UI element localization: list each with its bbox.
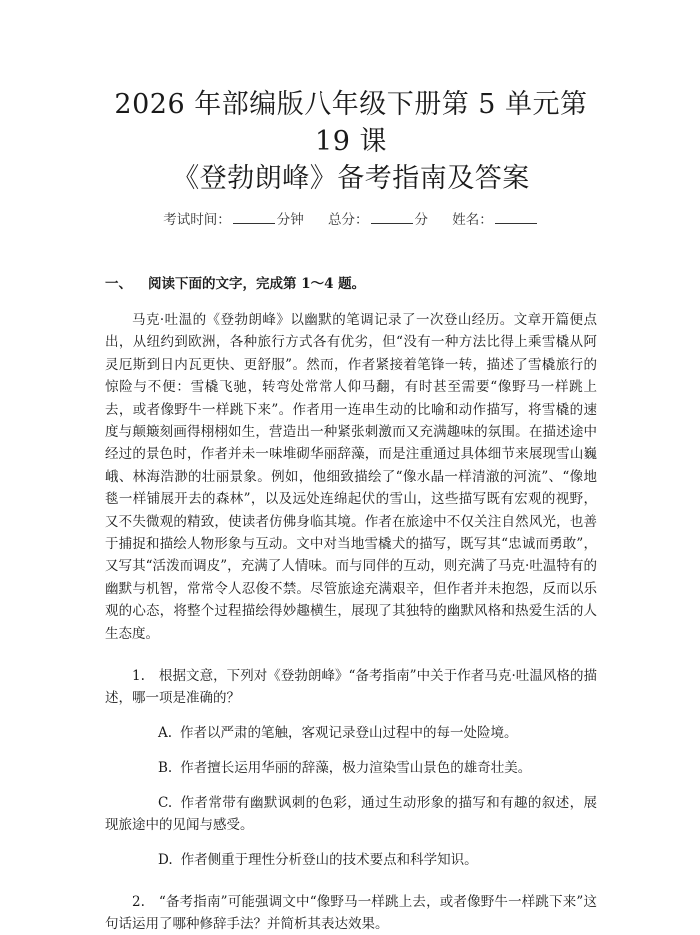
option-d-label: D. — [158, 852, 173, 869]
question-2-text: “备考指南”可能强调文中“像野马一样跳上去，或者像野牛一样跳下来”这句话运用了哪种修辞手法？并简析其表达效果。 — [105, 894, 597, 933]
option-c-label: C. — [158, 795, 173, 812]
total-score-blank[interactable] — [371, 211, 413, 224]
exam-info — [105, 209, 597, 231]
question-1-option-c — [105, 792, 597, 836]
question-2 — [105, 891, 597, 935]
exam-time — [163, 209, 304, 231]
section-number: 一、 — [105, 276, 132, 292]
total-score-label: 总分： — [328, 212, 369, 228]
question-1-option-d — [105, 849, 597, 871]
question-1-text: 根据文意，下列对《登勃朗峰》“备考指南”中关于作者马克·吐温风格的描述，哪一项是准确的？ — [105, 668, 597, 707]
exam-time-blank[interactable] — [233, 211, 275, 224]
question-1-option-a — [105, 722, 597, 744]
total-score-unit: 分 — [414, 212, 428, 228]
option-a-text: 作者以严肃的笔触，客观记录登山过程中的每一处险境。 — [180, 725, 518, 742]
total-score — [328, 209, 428, 231]
student-name-blank[interactable] — [495, 211, 537, 224]
title-line-1: 2026 年部编版八年级下册第 5 单元第 19 课 — [114, 89, 588, 157]
student-name-label: 姓名： — [452, 212, 493, 228]
section-heading — [105, 273, 597, 295]
option-a-label: A. — [158, 725, 173, 742]
student-name — [452, 209, 539, 231]
question-1-option-b — [105, 757, 597, 779]
title-line-2: 《登勃朗峰》备考指南及答案 — [172, 163, 530, 194]
option-b-label: B. — [158, 760, 173, 777]
question-1-number: 1. — [132, 668, 145, 685]
reading-passage: 马克·吐温的《登勃朗峰》以幽默的笔调记录了一次登山经历。文章开篇便点出，从纽约到欧洲，各种旅行方式各有优劣，但“没有一种方法比得上乘雪橇从阿灵厄斯到日内瓦更快、更舒服”。然而，作者紧接着笔锋一转，描述了雪橇旅行的惊险与不便：雪橇飞驰，转弯处常常人仰马翻，有时甚至需要“像野马一样跳上去，或者像野牛一样跳下来”。作者用一连串生动的比喻和动作描写，将雪橇的速度与颠簸刻画得栩栩如生，营造出一种紧张刺激而又充满趣味的氛围。在描述途中经过的景色时，作者并未一味堆砌华丽辞藻，而是注重通过具体细节来展现雪山巍峨、林海浩渺的壮丽景象。例如，他细致描绘了“像水晶一样清澈的河流”、“像地毯一样铺展开去的森林”，以及远处连绵起伏的雪山，这些描写既有宏观的视野，又不失微观的精致，使读者仿佛身临其境。作者在旅途中不仅关注自然风光，也善于捕捉和描绘人物形象与互动。文中对当地雪橇犬的描写，既写其“忠诚而勇敢”，又写其“活泼而调皮”，充满了人情味。而与同伴的互动，则充满了马克·吐温特有的幽默与机智，常常令人忍俊不禁。尽管旅途充满艰辛，但作者并未抱怨，反而以乐观的心态，将整个过程描绘得妙趣横生，展现了其独特的幽默风格和热爱生活的人生态度。 — [105, 312, 597, 642]
option-d-text: 作者侧重于理性分析登山的技术要点和科学知识。 — [180, 852, 478, 869]
exam-time-label: 考试时间： — [163, 212, 231, 228]
option-b-text: 作者擅长运用华丽的辞藻，极力渲染雪山景色的雄奇壮美。 — [180, 760, 532, 777]
question-2-number: 2. — [132, 894, 145, 911]
section-heading-text: 阅读下面的文字，完成第 1～4 题。 — [148, 276, 366, 292]
exam-time-unit: 分钟 — [276, 212, 304, 228]
document-title — [105, 0, 597, 197]
option-c-text: 作者常带有幽默讽刺的色彩，通过生动形象的描写和有趣的叙述，展现旅途中的见闻与感受。 — [105, 795, 597, 834]
question-1 — [105, 665, 597, 709]
